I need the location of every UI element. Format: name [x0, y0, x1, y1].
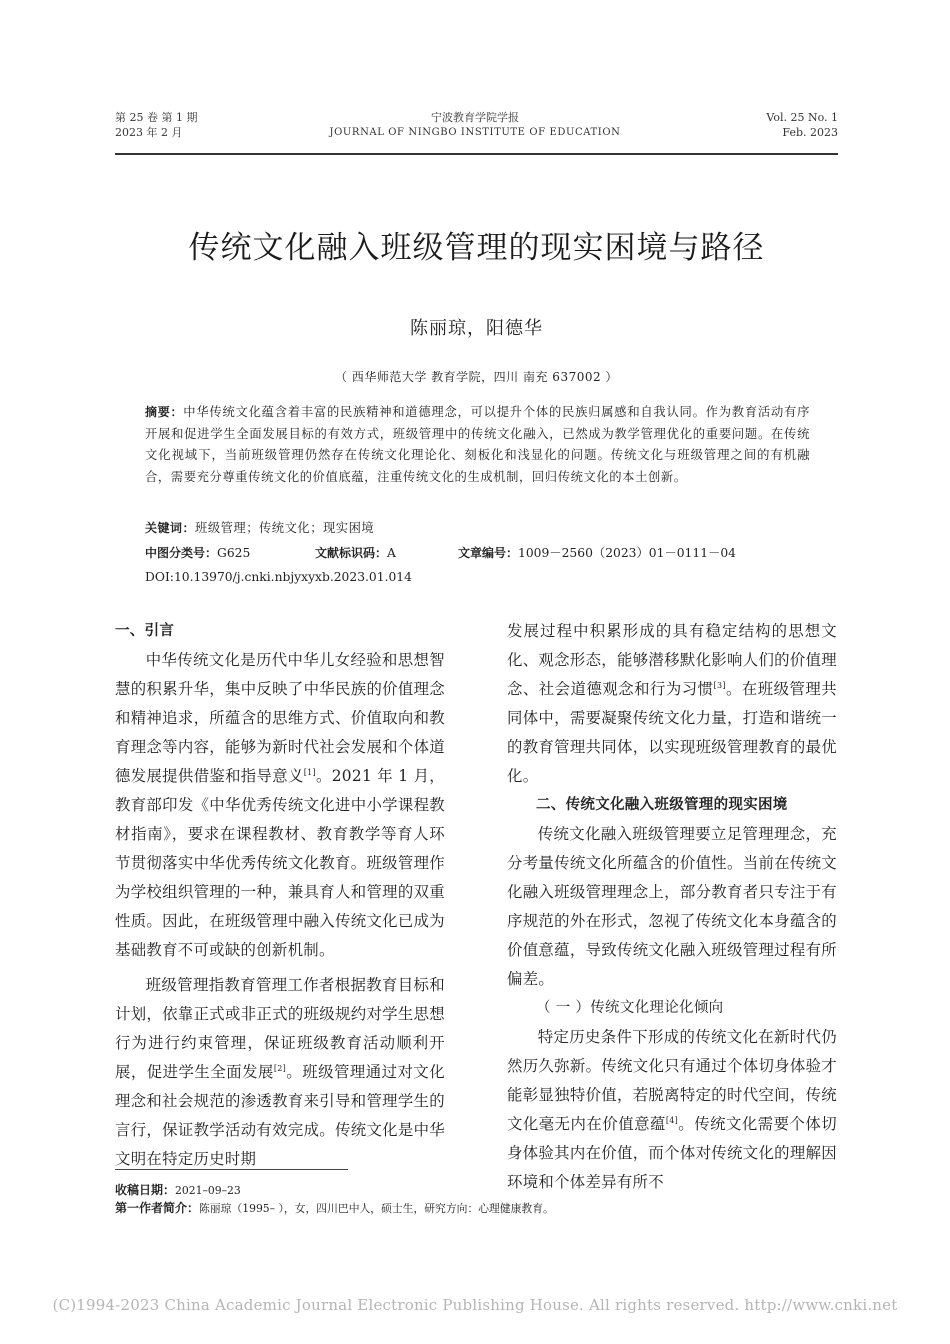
subsection-heading-2-1: （ 一 ）传统文化理论化倾向 — [536, 1000, 724, 1016]
article-title: 传统文化融入班级管理的现实困境与路径 — [188, 230, 765, 266]
header-left — [115, 110, 197, 140]
issue-date-cn: 2023 年 2 月 — [115, 126, 183, 139]
footnote-rule — [115, 1169, 348, 1170]
article-number — [458, 543, 736, 563]
journal-name-cn: 宁波教育学院学报 — [431, 111, 519, 124]
citation-ref: [1] — [303, 767, 316, 777]
paragraph-3: 发展过程中积累形成的具有稳定结构的思想文化、观念形态，能够潜移默化影响人们的价值理念、社会道德观念和行为习惯[3]。在班级管理共同体中，需要凝聚传统文化力量，打造和谐统一的教育管理共同体，以实现班级管理教育的最优化。 — [507, 622, 837, 785]
clc-code — [145, 543, 250, 563]
abstract — [145, 402, 810, 488]
author-affiliation: （ 西华师范大学 教育学院，四川 南充 637002 ） — [335, 370, 618, 384]
header-rule — [115, 153, 838, 155]
paragraph-4: 传统文化融入班级管理要立足管理理念，充分考量传统文化所蕴含的价值性。当前在传统文化融入班级管理理念上，部分教育者只专注于有序规范的外在形式，忽视了传统文化本身蕴含的价值意蕴，导致传统文化融入班级管理过程有所偏差。 — [507, 825, 837, 988]
received-value: 2021–09–23 — [175, 1184, 241, 1197]
body-column-left — [115, 617, 445, 1174]
keywords-label: 关键词： — [145, 521, 196, 535]
author-bio-label: 第一作者简介： — [115, 1201, 200, 1215]
copyright-notice: (C)1994-2023 China Academic Journal Electronic Publishing House. All rights reserved. http://www.cnki.net — [52, 1296, 898, 1314]
journal-name-en: JOURNAL OF NINGBO INSTITUTE OF EDUCATION — [329, 127, 621, 138]
doc-label: 文献标识码： — [315, 546, 388, 560]
abstract-text: 中华传统文化蕴含着丰富的民族精神和道德理念，可以提升个体的民族归属感和自我认同。作为教育活动有序开展和促进学生全面发展目标的有效方式，班级管理中的传统文化融入，已然成为教学管理优化的重要问题。在传统文化视域下，当前班级管理仍然存在传统文化理论化、刻板化和浅显化的问题。传统文化与班级管理之间的有机融合，需要充分尊重传统文化的价值底蕴，注重传统文化的生成机制，回归传统文化的本土创新。 — [145, 405, 810, 484]
citation-ref: [2] — [273, 1063, 287, 1073]
paragraph-2: 班级管理指教育管理工作者根据教育目标和计划，依靠正式或非正式的班级规约对学生思想行为进行约束管理，保证班级教育活动顺利开展，促进学生全面发展[2]。班级管理通过对文化理念和社会规范的渗透教育来引导和管理学生的言行，保证教学活动有效完成。传统文化是中华文明在特定历史时期 — [115, 976, 445, 1168]
citation-ref: [4] — [665, 1115, 679, 1125]
clc-label: 中图分类号： — [145, 546, 218, 560]
footnote-received — [115, 1182, 241, 1199]
footnote-author — [115, 1200, 554, 1217]
header-center — [300, 110, 650, 140]
document-code — [315, 543, 396, 563]
abstract-label: 摘要： — [145, 405, 184, 419]
citation-ref: [3] — [713, 680, 726, 690]
doi: DOI:10.13970/j.cnki.nbjyxyxb.2023.01.014 — [145, 570, 412, 584]
keywords-text: 班级管理；传统文化；现实困境 — [195, 521, 375, 535]
volume-issue: 第 25 卷 第 1 期 — [115, 111, 198, 124]
paragraph-1: 中华传统文化是历代中华儿女经验和思想智慧的积累升华，集中反映了中华民族的价值理念和精神追求，所蕴含的思维方式、价值取向和教育理念等内容，能够为新时代社会发展和个体道德发展提供借鉴和指导意义[1]。2021 年 1 月，教育部印发《中华优秀传统文化进中小学课程教材指南》，要求在课程教材、教育教学等育人环节贯彻落实中华优秀传统文化教育。班级管理作为学校组织管理的一种，兼具育人和管理的双重性质。因此，在班级管理中融入传统文化已成为基础教育不可或缺的创新机制。 — [115, 651, 445, 959]
article-number-value: 1009－2560（2023）01－0111－04 — [518, 546, 736, 560]
clc-value: G625 — [217, 546, 251, 560]
paragraph-5: 特定历史条件下形成的传统文化在新时代仍然历久弥新。传统文化只有通过个体切身体验才能彰显独特价值，若脱离特定的时代空间，传统文化毫无内在价值意蕴[4]。传统文化需要个体切身体验其内在价值，而个体对传统文化的理解因环境和个体差异有所不 — [507, 1028, 837, 1191]
article-number-label: 文章编号： — [458, 546, 519, 560]
author-bio-value: 陈丽琼（1995– ），女，四川巴中人，硕士生，研究方向：心理健康教育。 — [199, 1202, 554, 1215]
keywords — [145, 518, 374, 538]
doc-value: A — [387, 546, 396, 560]
section-heading-1: 一、引言 — [115, 623, 175, 639]
article-authors: 陈丽琼，阳德华 — [410, 318, 543, 339]
issue-date-en: Feb. 2023 — [782, 126, 838, 139]
received-label: 收稿日期： — [115, 1183, 176, 1197]
section-heading-2: 二、传统文化融入班级管理的现实困境 — [536, 797, 788, 813]
header-right — [766, 110, 838, 140]
body-column-right — [507, 617, 837, 1197]
volume-issue-en: Vol. 25 No. 1 — [766, 111, 838, 124]
